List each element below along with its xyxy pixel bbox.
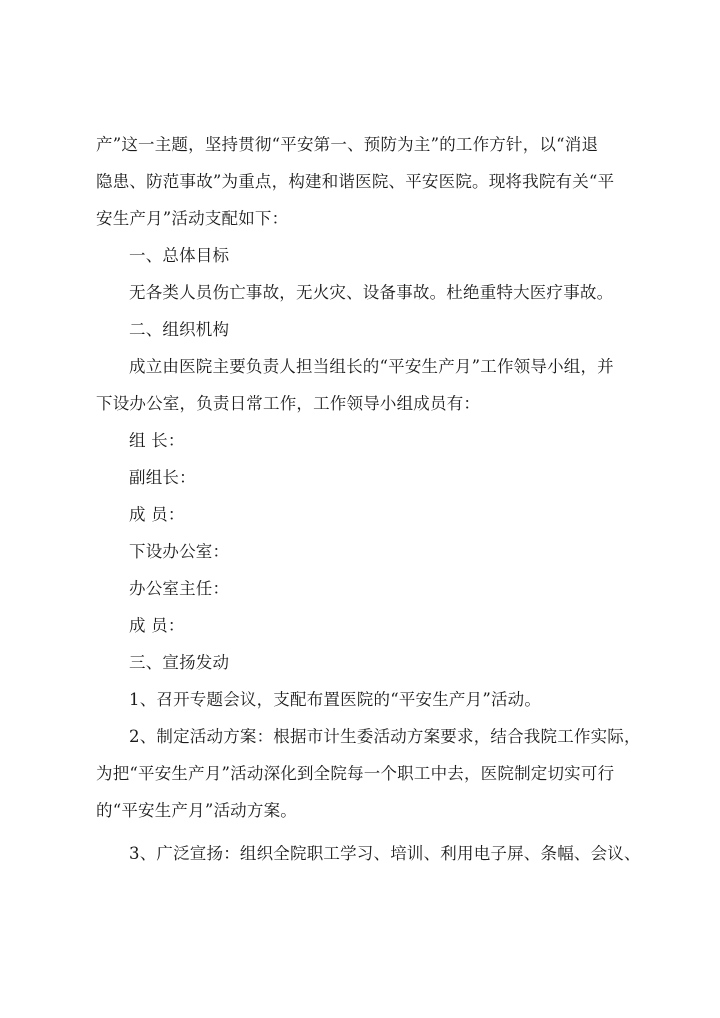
member-label-deputy-leader: 副组长：: [129, 468, 196, 487]
paragraph-line: 的“平安生产月”活动方案。: [96, 801, 297, 820]
section-heading-organization: 二、组织机构: [129, 320, 230, 339]
paragraph-line: 为把“平安生产月”活动深化到全院每一个职工中去，医院制定切实可行: [96, 764, 615, 783]
list-item-2: 2、制定活动方案：根据市计生委活动方案要求，结合我院工作实际，: [129, 727, 641, 746]
member-label-office: 下设办公室：: [129, 542, 230, 561]
paragraph-line: 安生产月”活动支配如下：: [96, 209, 289, 228]
member-label-office-director: 办公室主任：: [129, 579, 230, 598]
paragraph-line: 无各类人员伤亡事故，无火灾、设备事故。杜绝重特大医疗事故。: [129, 283, 614, 302]
paragraph-line: 下设办公室，负责日常工作，工作领导小组成员有：: [96, 394, 481, 413]
document-body: [96, 126, 641, 872]
member-label-leader: 组 长：: [129, 431, 185, 450]
section-heading-publicity: 三、宣扬发动: [129, 653, 230, 672]
paragraph-line: 产”这一主题，坚持贯彻“平安第一、预防为主”的工作方针，以“消退: [96, 135, 599, 154]
member-label-office-members: 成 员：: [129, 616, 185, 635]
paragraph-line: 成立由医院主要负责人担当组长的“平安生产月”工作领导小组，并: [129, 357, 614, 376]
section-heading-goal: 一、总体目标: [129, 246, 230, 265]
paragraph-line: 隐患、防范事故”为重点，构建和谐医院、平安医院。现将我院有关“平: [96, 172, 615, 191]
list-item-3: 3、广泛宣扬：组织全院职工学习、培训、利用电子屏、条幅、会议、: [129, 844, 641, 863]
list-item-1: 1、召开专题会议，支配布置医院的“平安生产月”活动。: [129, 690, 542, 709]
member-label-members: 成 员：: [129, 505, 185, 524]
